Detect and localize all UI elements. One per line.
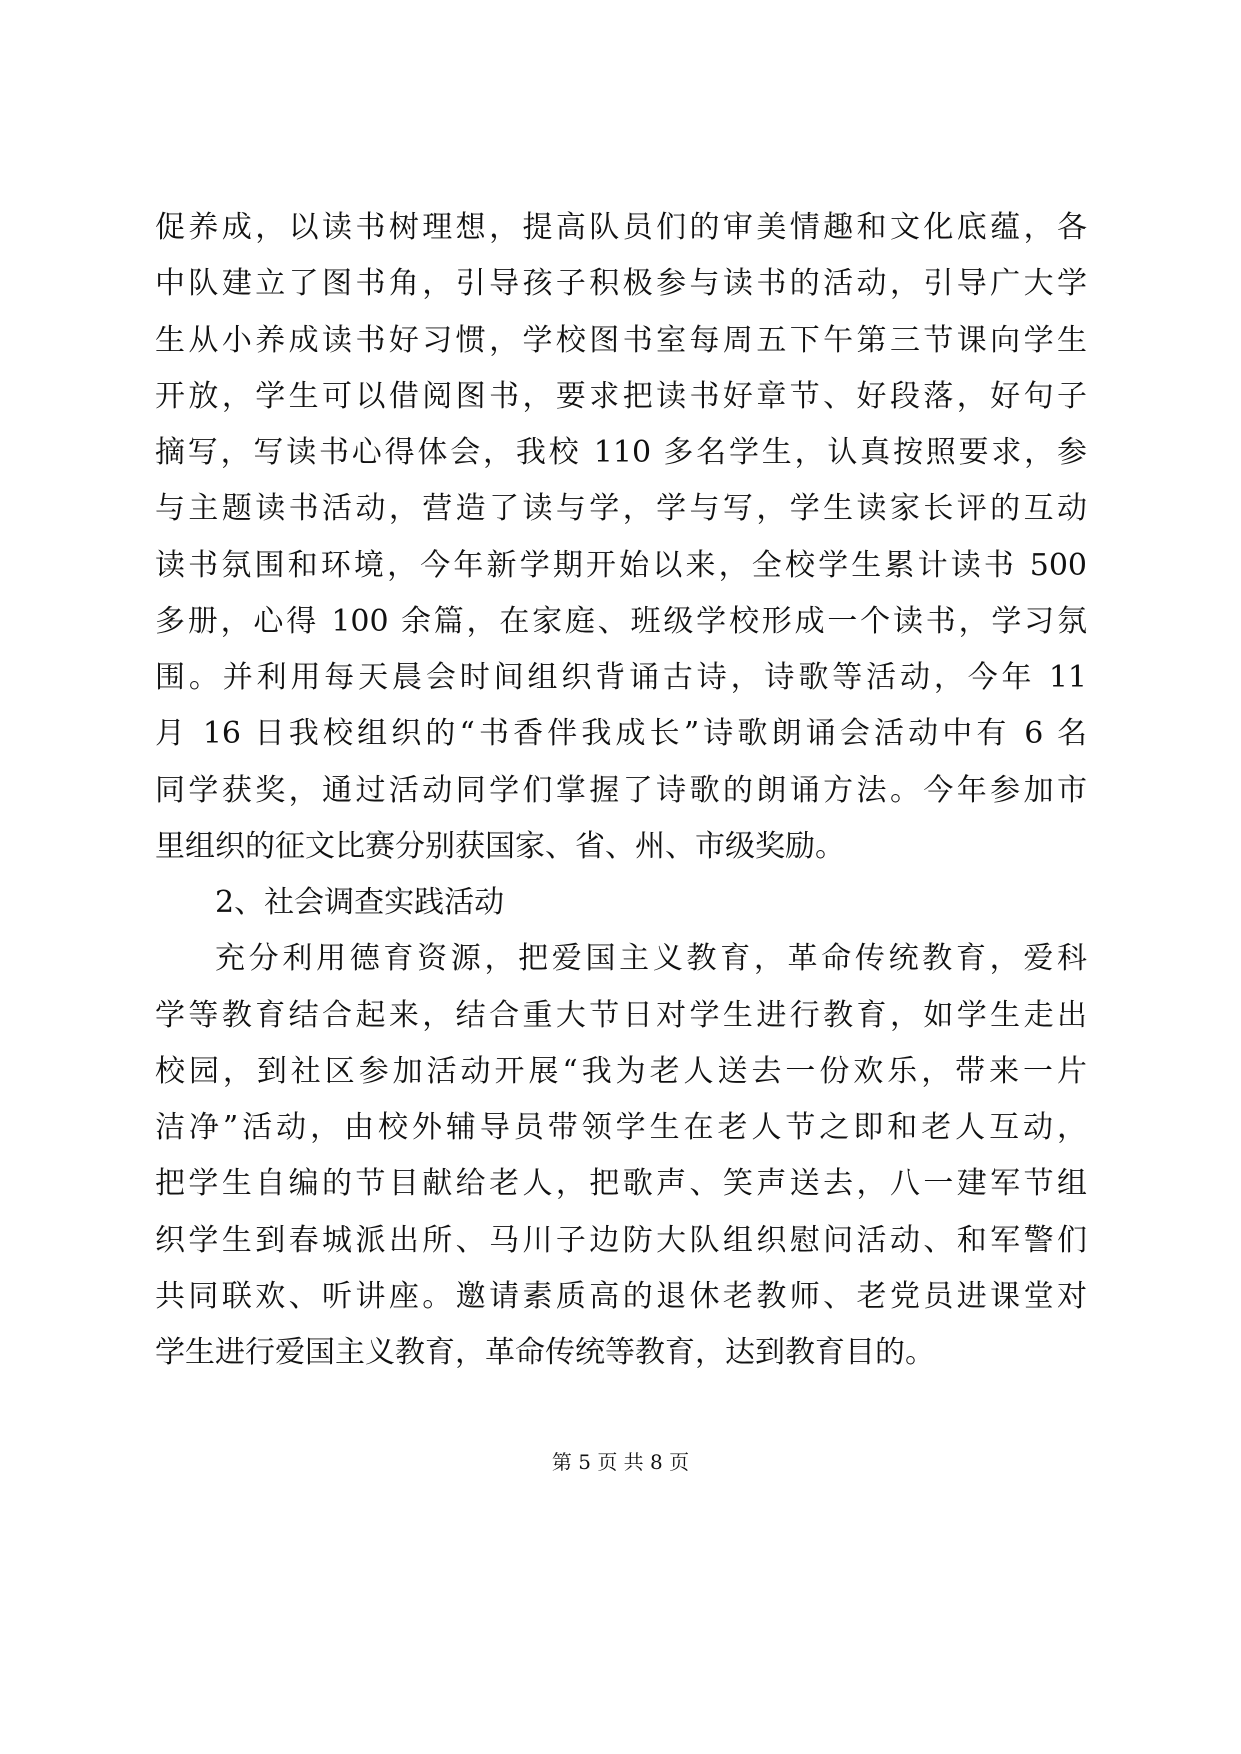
text-line: 开放，学生可以借阅图书，要求把读书好章节、好段落，好句子 bbox=[155, 378, 1087, 414]
text-line: 充分利用德育资源，把爱国主义教育，革命传统教育，爱科 bbox=[215, 941, 1087, 977]
text-line: 读书氛围和环境，今年新学期开始以来，全校学生累计读书 500 bbox=[155, 547, 1087, 583]
text-line: 摘写，写读书心得体会，我校 110 多名学生，认真按照要求，参 bbox=[155, 435, 1087, 470]
text-line: 中队建立了图书角，引导孩子积极参与读书的活动，引导广大学 bbox=[155, 266, 1087, 302]
text-line: 促养成，以读书树理想，提高队员们的审美情趣和文化底蕴，各 bbox=[155, 210, 1087, 245]
text-line: 月 16 日我校组织的“书香伴我成长”诗歌朗诵会活动中有 6 名 bbox=[155, 716, 1087, 752]
text-line: 洁净”活动，由校外辅导员带领学生在老人节之即和老人互动， bbox=[155, 1110, 1087, 1145]
document-body bbox=[155, 200, 1087, 1381]
text-line: 把学生自编的节目献给老人，把歌声、笑声送去，八一建军节组 bbox=[155, 1166, 1087, 1202]
text-line: 生从小养成读书好习惯，学校图书室每周五下午第三节课向学生 bbox=[155, 322, 1087, 358]
text-line: 2、社会调查实践活动 bbox=[215, 885, 505, 920]
text-line: 共同联欢、听讲座。邀请素质高的退休老教师、老党员进课堂对 bbox=[155, 1278, 1087, 1314]
text-line: 校园，到社区参加活动开展“我为老人送去一份欢乐，带来一片 bbox=[155, 1053, 1087, 1089]
text-line: 学生进行爱国主义教育，革命传统等教育，达到教育目的。 bbox=[155, 1335, 935, 1370]
text-line: 多册，心得 100 余篇，在家庭、班级学校形成一个读书，学习氛 bbox=[155, 603, 1087, 639]
text-line: 围。并利用每天晨会时间组织背诵古诗，诗歌等活动，今年 11 bbox=[155, 660, 1087, 695]
text-line: 与主题读书活动，营造了读与学，学与写，学生读家长评的互动 bbox=[155, 491, 1087, 527]
text-line: 学等教育结合起来，结合重大节日对学生进行教育，如学生走出 bbox=[155, 997, 1087, 1033]
text-line: 同学获奖，通过活动同学们掌握了诗歌的朗诵方法。今年参加市 bbox=[155, 772, 1087, 808]
text-line: 织学生到春城派出所、马川子边防大队组织慰问活动、和军警们 bbox=[155, 1222, 1087, 1258]
text-line: 里组织的征文比赛分别获国家、省、州、市级奖励。 bbox=[155, 828, 845, 864]
page-footer: 第 5 页 共 8 页 bbox=[551, 1450, 690, 1474]
